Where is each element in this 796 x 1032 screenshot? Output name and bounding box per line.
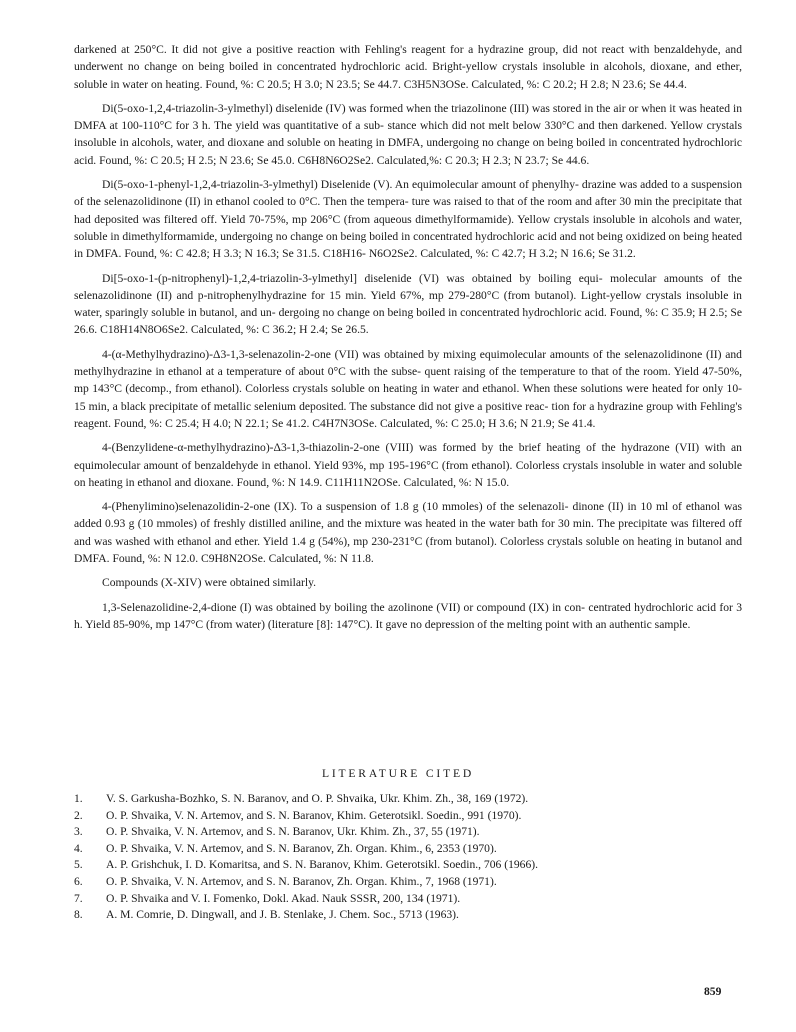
text-line: 4-(α-Methylhydrazino)-Δ3-1,3-selenazolin-2-one (VII) was obtained by mixing equimolecular amounts [102, 347, 590, 361]
text-line: 4-(Benzylidene-α-methylhydrazino)-Δ3-1,3-thiazolin-2-one (VIII) was formed by the brief heating of [102, 441, 596, 455]
text-line: Di(5-oxo-1,2,4-triazolin-3-ylmethyl) diselenide (IV) was formed when the triazolinone (III) was [102, 101, 550, 115]
text-line: tion for a hydrazine group with Fehling's reagent. Found, %: C 25.4; H 4.0; N 22.1; Se 41.2. C4H7N3OSe. [74, 399, 742, 430]
text-line: dinone (II) in 10 ml of ethanol was added 0.93 g (10 mmoles) of freshly distilled aniline, and the mixture [74, 500, 743, 531]
reference-number: 3. [74, 825, 83, 839]
text-line: Yield 70-75%, mp 206°C (from aqueous dimethylformamide). Yellow crystals insoluble in alcohols and [220, 212, 711, 226]
reference-text: O. P. Shvaika, V. N. Artemov, and S. N. Baranov, Zh. Organ. Khim., 7, 1968 (1971). [106, 874, 497, 888]
text-line: Di(5-oxo-1-phenyl-1,2,4-triazolin-3-ylmethyl) Diselenide (V). An equimolecular amount of phenylhy- [102, 178, 579, 192]
reference-text: A. P. Grishchuk, I. D. Komaritsa, and S. N. Baranov, Khim. Geterotsikl. Soedin., 706 (1966). [106, 858, 539, 872]
reference-item [74, 874, 742, 891]
text-line: 10-15 min, a black precipitate of metallic selenium deposited. The substance did not give a positive reac- [74, 382, 742, 413]
reference-number: 4. [74, 841, 83, 855]
text-line: centrated hydrochloric acid for 3 h. Yield 85-90%, mp 147°C (from water) (literature [8]: 147°C). It gave [74, 600, 742, 631]
reference-text: O. P. Shvaika and V. I. Fomenko, Dokl. Akad. Nauk SSSR, 200, 134 (1971). [106, 891, 461, 905]
paragraph-compound-vi [74, 270, 742, 339]
text-line: was heated in the water bath for 30 min. The precipitate was filtered off and was washed with ethanol and [74, 517, 742, 548]
text-line: react with benzaldehyde, and underwent no change on being boiled in concentrated hydrochloric acid. [74, 43, 742, 74]
page-number: 859 [704, 985, 722, 998]
reference-number: 6. [74, 874, 83, 888]
text-line: ether. Yield 1.4 g (54%), mp 230-231°C (from butanol). Colorless crystals soluble on heating in butanol [234, 534, 722, 548]
text-line: 4-(Phenylimino)selenazolidin-2-one (IX). To a suspension of 1.8 g (10 mmoles) of the selenazoli- [102, 500, 569, 514]
reference-number: 7. [74, 891, 83, 905]
reference-item [74, 891, 742, 908]
text-line: water, soluble in dimethylformamide, undergoing no change on being boiled in concentrated hydrochloric [74, 212, 743, 243]
text-line: acid. Found, %: C 20.5; H 2.5; N 23.6; Se 45.0. C6H8N6O2Se2. Calculated,%: C 20.3; H 2.3; N 23.7; Se 44.6. [74, 153, 590, 167]
text-line: stored in the air or when it was heated in DMFA at 100-110°C for 3 h. The yield was quantitative of a sub- [74, 101, 742, 133]
text-line: Colorless crystals soluble on heating in water and ethanol. When these solutions were heated for only [245, 382, 724, 396]
text-line: 279-280°C (from butanol). Light-yellow crystals insoluble in water, sparingly soluble in butanol, and un- [74, 288, 742, 320]
reference-item [74, 791, 742, 808]
reference-text: A. M. Comrie, D. Dingwall, and J. B. Stenlake, J. Chem. Soc., 5713 (1963). [106, 908, 459, 922]
paragraph-compound-i [74, 599, 742, 634]
text-line: Compounds (X-XIV) were obtained similarly. [102, 576, 317, 590]
reference-number: 5. [74, 858, 83, 872]
text-line: no depression of the melting point with an authentic sample. [410, 617, 691, 631]
text-line: the hydrazone (VII) with an equimolecular amount of benzaldehyde in ethanol. Yield 93%, mp 195-196°C [74, 441, 742, 472]
text-line: N6O2Se2. Calculated, %: C 42.7; H 3.2; N 16.6; Se 31.2. [368, 247, 636, 261]
text-line: molecular amounts of the selenazolidinone (II) and p-nitrophenylhydrazine for 15 min. Yield 67%, mp [74, 271, 742, 302]
paragraph-compound-v [74, 176, 742, 262]
text-line: stance which did not melt below 330°C and then darkened. Yellow crystals insoluble in alcohols, water, and [74, 119, 742, 150]
reference-number: 8. [74, 908, 83, 922]
text-line: dergoing no change on being boiled in concentrated hydrochloric acid. Found, %: C 35.9; H 2.5; Se 26.6. [74, 306, 742, 337]
reference-text: V. S. Garkusha-Bozhko, S. N. Baranov, and O. P. Shvaika, Ukr. Khim. Zh., 38, 169 (1972). [106, 792, 529, 805]
text-line: Calculated, %: C 25.0; H 3.6; N 21.9; Se 41.4. [379, 416, 596, 430]
text-line: Bright-yellow crystals insoluble in alcohols, dioxane, and ether, soluble in water on heating. Found, %: [74, 60, 742, 91]
text-line: and DMFA. Found, %: N 12.0. C9H8N2OSe. Calculated, %: N 11.8. [74, 534, 742, 566]
reference-number: 2. [74, 808, 83, 822]
reference-number: 1. [74, 792, 83, 805]
paragraph-compound-iv [74, 100, 742, 169]
reference-text: O. P. Shvaika, V. N. Artemov, and S. N. Baranov, Khim. Geterotsikl. Soedin., 991 (1970). [106, 808, 522, 822]
text-line: of the selenazolidinone (II) and methylhydrazine in ethanol at a temperature of about 0°C with the subse- [74, 347, 742, 379]
text-line: drazine was added to a suspension of the selenazolidinone (II) in ethanol cooled to 0°C. Then the tempera- [74, 178, 743, 209]
experimental-text [74, 41, 742, 640]
text-line: acid and not being oxidized on being heated in DMFA. Found, %: C 42.8; H 3.3; N 16.3; Se 31.5. C18H16- [74, 229, 743, 261]
text-line: 1,3-Selenazolidine-2,4-dione (I) was obtained by boiling the azolinone (VII) or compound (IX) in con- [102, 600, 586, 614]
text-line: dioxane and soluble on heating in DMFA, undergoing no change on being boiled in concentrated hydrochloric [227, 136, 742, 150]
reference-text: O. P. Shvaika, V. N. Artemov, and S. N. Baranov, Ukr. Khim. Zh., 37, 55 (1971). [106, 825, 480, 839]
paragraph-compound-vii [74, 346, 742, 432]
text-line: (from ethanol). Colorless crystals insoluble in water and soluble on heating in ethanol and dioxane. Found, [74, 458, 743, 489]
text-line: darkened at 250°C. It did not give a positive reaction with Fehling's reagent for a hydrazine group, did not [74, 43, 598, 56]
reference-text: O. P. Shvaika, V. N. Artemov, and S. N. Baranov, Zh. Organ. Khim., 6, 2353 (1970). [106, 841, 497, 855]
text-line: %: N 14.9. C11H11N2OSe. Calculated, %: N 15.0. [272, 475, 510, 489]
reference-item [74, 808, 742, 825]
reference-item [74, 841, 742, 858]
reference-item [74, 857, 742, 874]
text-line: quent raising of the temperature to that of the room. Yield 47-50%, mp 143°C (decomp., from ethanol). [74, 365, 742, 396]
literature-cited-heading: LITERATURE CITED [321, 767, 475, 780]
text-line: C 20.5; H 3.0; N 23.5; Se 44.7. C3H5N3OSe. Calculated, %: C 20.2; H 2.8; N 23.6; Se 44.4. [256, 77, 687, 91]
text-line: C18H14N8O6Se2. Calculated, %: C 36.2; H 2.4; Se 26.5. [100, 323, 369, 337]
paragraph-compounds-x-xiv [74, 574, 742, 591]
paragraph-compound-viii [74, 439, 742, 491]
paragraph-continuation [74, 41, 742, 93]
reference-item [74, 907, 742, 924]
text-line: ture was raised to that of the room and after 30 min the precipitate that had deposited was filtered off. [74, 195, 742, 226]
text-line: Di[5-oxo-1-(p-nitrophenyl)-1,2,4-triazolin-3-ylmethyl] diselenide (VI) was obtained by boiling equi- [102, 271, 603, 285]
reference-list [74, 791, 742, 924]
paragraph-compound-ix [74, 498, 742, 567]
reference-item [74, 824, 742, 841]
